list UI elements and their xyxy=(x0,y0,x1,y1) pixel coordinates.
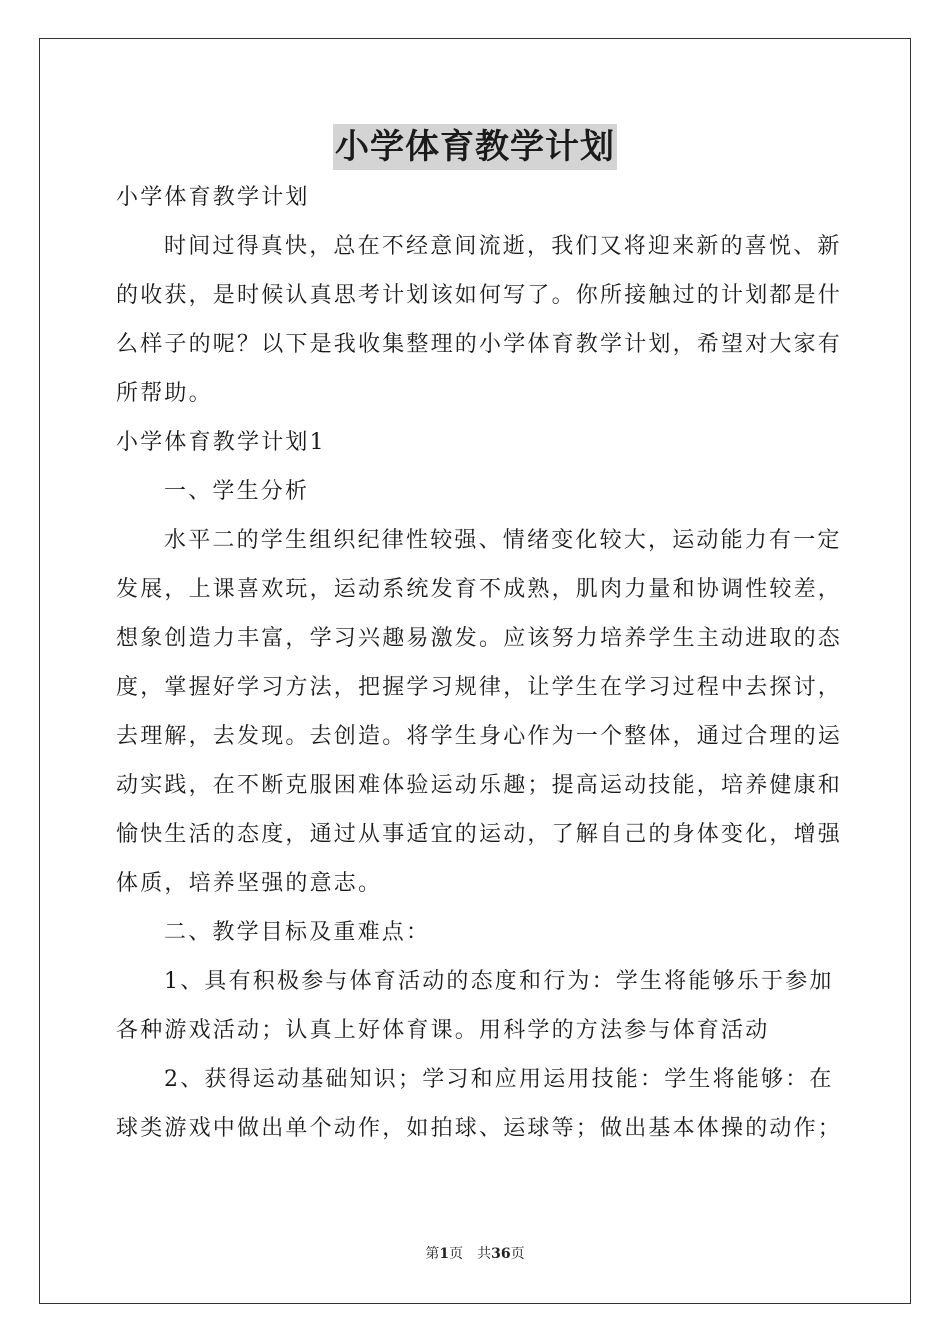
body-line: 所帮助。 xyxy=(116,381,213,406)
body-line: 度，掌握好学习方法，把握学习规律，让学生在学习过程中去探讨， xyxy=(116,675,843,700)
document-body xyxy=(116,173,843,1153)
body-line: 去理解，去发现。去创造。将学生身心作为一个整体，通过合理的运 xyxy=(116,724,843,749)
body-line: 一、学生分析 xyxy=(164,479,310,504)
body-line: 各种游戏活动；认真上好体育课。用科学的方法参与体育活动 xyxy=(116,1018,770,1043)
body-line: 小学体育教学计划 xyxy=(116,185,310,210)
footer-prefix: 第 xyxy=(425,1246,440,1262)
page-total: 36 xyxy=(491,1246,511,1262)
footer-suffix: 页 xyxy=(510,1246,525,1262)
section-heading: 小学体育教学计划1 xyxy=(116,430,326,455)
footer-mid: 页 共 xyxy=(449,1246,492,1262)
body-line: 时间过得真快，总在不经意间流逝，我们又将迎来新的喜悦、新 xyxy=(164,234,842,259)
page-footer xyxy=(0,1244,950,1264)
body-line: 动实践，在不断克服困难体验运动乐趣；提高运动技能，培养健康和 xyxy=(116,773,843,798)
body-line: 2、获得运动基础知识；学习和应用运用技能：学生将能够：在 xyxy=(164,1067,834,1092)
body-line: 的收获，是时候认真思考计划该如何写了。你所接触过的计划都是什 xyxy=(116,283,843,308)
page-number: 1 xyxy=(439,1246,450,1262)
document-title: 小学体育教学计划 xyxy=(333,124,617,170)
body-line: 体质，培养坚强的意志。 xyxy=(116,871,383,896)
body-line: 球类游戏中做出单个动作，如拍球、运球等；做出基本体操的动作； xyxy=(116,1116,843,1141)
body-line: 愉快生活的态度，通过从事适宜的运动，了解自己的身体变化，增强 xyxy=(116,822,843,847)
body-line: 1、具有积极参与体育活动的态度和行为：学生将能够乐于参加 xyxy=(164,969,834,994)
body-line: 水平二的学生组织纪律性较强、情绪变化较大，运动能力有一定 xyxy=(164,528,842,553)
body-line: 二、教学目标及重难点： xyxy=(164,920,431,945)
title-container xyxy=(0,124,950,170)
body-line: 想象创造力丰富，学习兴趣易激发。应该努力培养学生主动进取的态 xyxy=(116,626,843,651)
body-line: 发展，上课喜欢玩，运动系统发育不成熟，肌肉力量和协调性较差， xyxy=(116,577,843,602)
body-line: 么样子的呢？以下是我收集整理的小学体育教学计划，希望对大家有 xyxy=(116,332,843,357)
